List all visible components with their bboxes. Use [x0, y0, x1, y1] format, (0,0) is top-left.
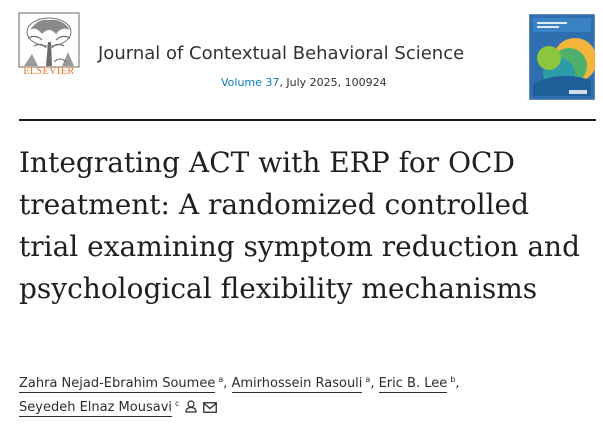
author-list — [19, 372, 589, 422]
author-name-link[interactable]: Eric B. Lee — [378, 376, 448, 391]
author-name-link[interactable]: Amirhossein Rasouli — [231, 376, 363, 391]
author-name-link[interactable]: Zahra Nejad-Ebrahim Soumee — [19, 376, 216, 391]
author-separator: , — [455, 376, 460, 391]
author-2 — [232, 376, 371, 391]
publisher-name[interactable]: ELSEVIER — [23, 66, 75, 77]
article-title: Integrating ACT with ERP for OCD treatment: A randomized controlled trial examining symptom reduction and psychological flexibility mechanisms — [19, 146, 581, 305]
header-divider — [19, 119, 596, 121]
journal-title-link[interactable]: Journal of Contextual Behavioral Science — [98, 43, 465, 64]
author-separator: , — [370, 376, 379, 391]
affiliation-marker[interactable]: a — [218, 374, 224, 384]
issue-details: , July 2025, 100924 — [279, 76, 387, 89]
author-name-link[interactable]: Seyedeh Elnaz Mousavi — [19, 400, 173, 415]
person-icon[interactable] — [185, 398, 197, 422]
author-3 — [379, 376, 456, 391]
volume-link[interactable]: Volume 37 — [221, 76, 280, 89]
envelope-icon[interactable] — [203, 398, 217, 422]
affiliation-marker[interactable]: b — [450, 374, 456, 384]
author-separator: , — [223, 376, 232, 391]
issue-info — [221, 76, 387, 89]
affiliation-marker[interactable]: c — [175, 398, 180, 408]
article-header — [0, 0, 603, 120]
author-1 — [19, 376, 223, 391]
affiliation-marker[interactable]: a — [365, 374, 371, 384]
journal-cover-icon[interactable] — [529, 14, 595, 100]
author-4 — [19, 400, 217, 415]
